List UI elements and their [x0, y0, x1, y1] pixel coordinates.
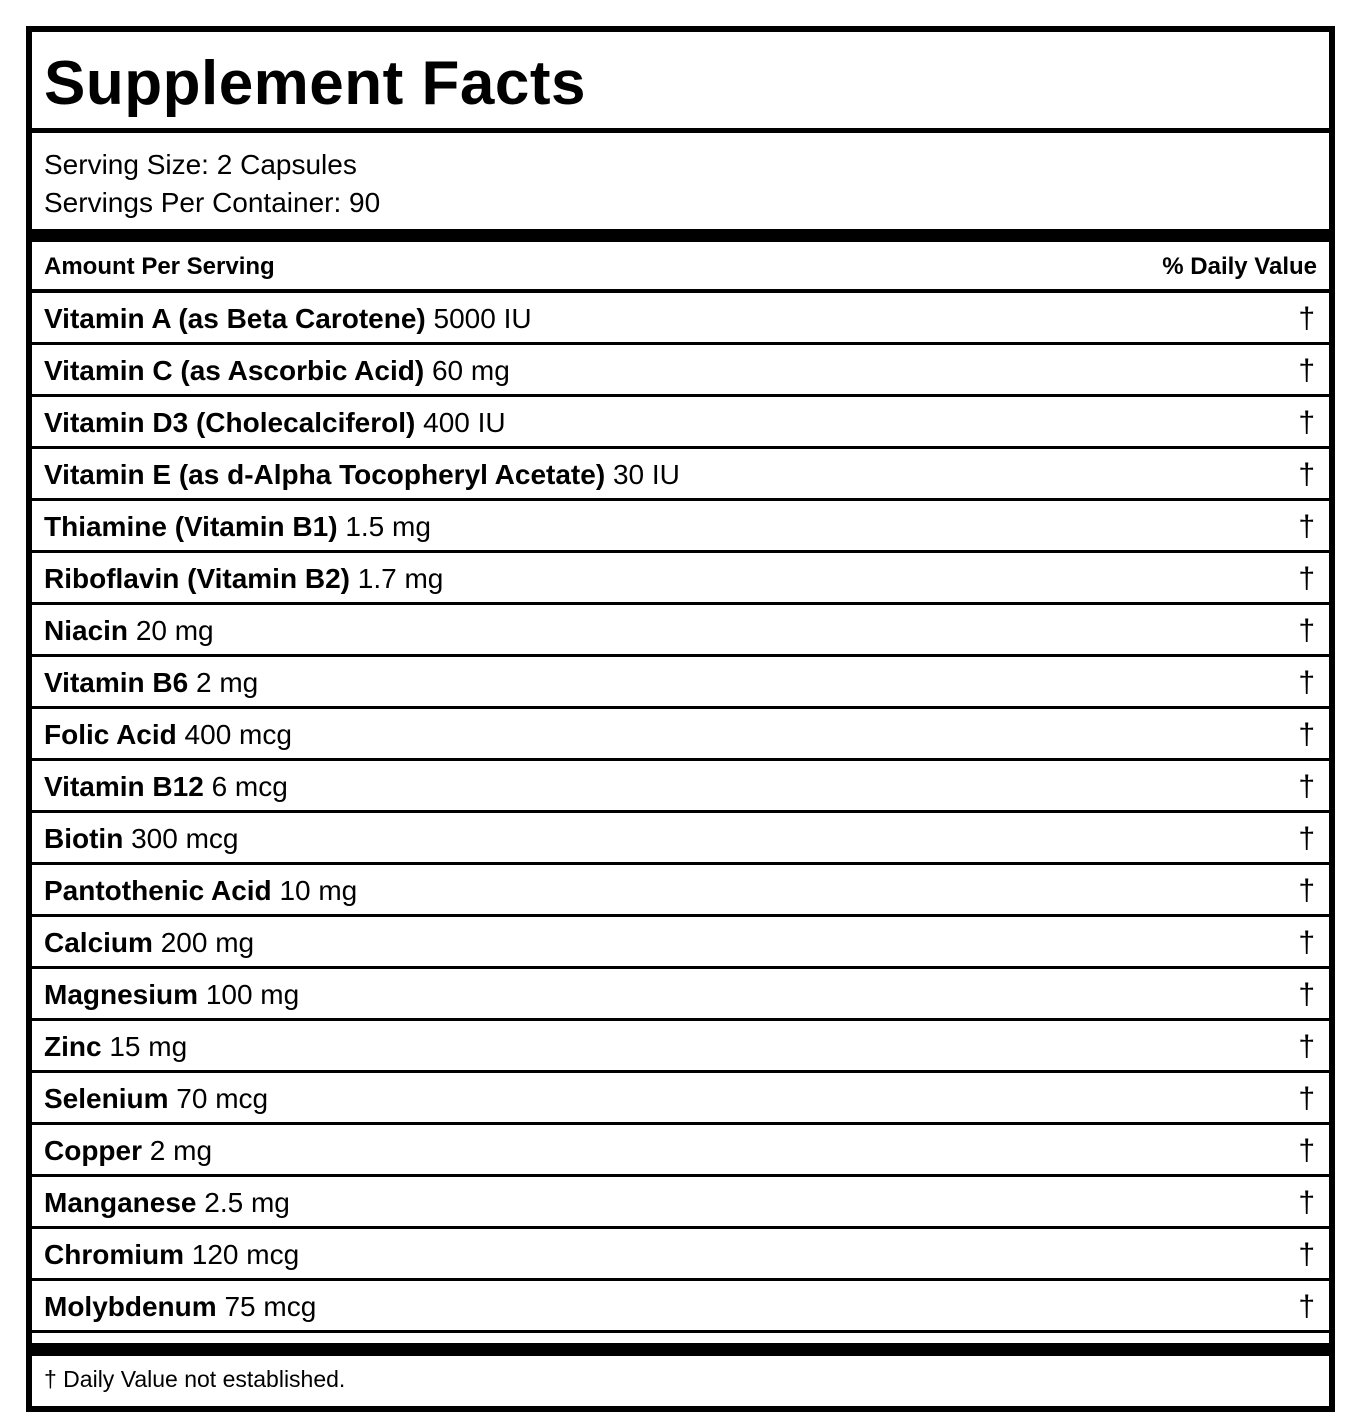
nutrient-entry [44, 657, 258, 709]
nutrient-amount: 20 mg [135, 615, 214, 646]
nutrient-row [32, 553, 1329, 605]
nutrient-row [32, 657, 1329, 709]
nutrient-entry [44, 1177, 290, 1229]
nutrient-name: Folic Acid [44, 719, 177, 750]
nutrient-name: Vitamin B12 [44, 771, 204, 802]
nutrient-row [32, 969, 1329, 1021]
daily-value-dagger: † [1298, 770, 1315, 803]
servings-per-container: Servings Per Container: 90 [44, 187, 381, 218]
nutrient-amount: 10 mg [279, 875, 358, 906]
nutrient-name: Vitamin D3 (Cholecalciferol) [44, 407, 416, 438]
nutrient-name: Biotin [44, 823, 124, 854]
nutrient-amount: 400 IU [423, 407, 506, 438]
nutrient-row [32, 1281, 1329, 1333]
nutrient-row [32, 1177, 1329, 1229]
nutrient-name: Vitamin A (as Beta Carotene) [44, 303, 426, 334]
nutrient-name: Pantothenic Acid [44, 875, 272, 906]
nutrient-entry [44, 761, 288, 813]
nutrient-name: Thiamine (Vitamin B1) [44, 511, 338, 542]
daily-value-dagger: † [1298, 666, 1315, 699]
nutrient-amount: 2 mg [195, 667, 259, 698]
nutrient-amount: 15 mg [109, 1031, 188, 1062]
daily-value-heading: % Daily Value [1162, 253, 1317, 280]
nutrient-entry [44, 605, 214, 657]
nutrient-name: Vitamin E (as d-Alpha Tocopheryl Acetate) [44, 459, 606, 490]
column-header [44, 242, 1317, 292]
nutrient-amount: 6 mcg [211, 771, 288, 802]
nutrient-name: Chromium [44, 1239, 184, 1270]
serving-size: Serving Size: 2 Capsules [44, 149, 357, 180]
nutrient-row [32, 1125, 1329, 1177]
nutrient-row [32, 1073, 1329, 1125]
nutrient-amount: 30 IU [612, 459, 680, 490]
nutrient-amount: 100 mg [205, 979, 300, 1010]
amount-per-serving-heading: Amount Per Serving [44, 253, 275, 280]
nutrient-name: Calcium [44, 927, 153, 958]
daily-value-dagger: † [1298, 354, 1315, 387]
daily-value-dagger: † [1298, 1186, 1315, 1219]
serving-info [44, 146, 380, 222]
nutrient-row [32, 709, 1329, 761]
nutrient-name: Magnesium [44, 979, 199, 1010]
nutrient-entry [44, 1229, 299, 1281]
nutrient-entry [44, 709, 292, 761]
nutrient-amount: 2.5 mg [204, 1187, 290, 1218]
daily-value-dagger: † [1298, 302, 1315, 335]
nutrient-entry [44, 397, 506, 449]
nutrient-name: Copper [44, 1135, 142, 1166]
daily-value-dagger: † [1298, 1082, 1315, 1115]
nutrient-name: Niacin [44, 615, 129, 646]
nutrient-amount: 300 mcg [131, 823, 239, 854]
nutrient-amount: 1.5 mg [345, 511, 431, 542]
nutrient-row [32, 605, 1329, 657]
nutrient-amount: 60 mg [431, 355, 510, 386]
thick-divider-top [32, 229, 1329, 242]
nutrient-row [32, 397, 1329, 449]
daily-value-dagger: † [1298, 718, 1315, 751]
daily-value-dagger: † [1298, 406, 1315, 439]
nutrient-entry [44, 969, 299, 1021]
nutrient-row [32, 917, 1329, 969]
daily-value-dagger: † [1298, 458, 1315, 491]
daily-value-dagger: † [1298, 1238, 1315, 1271]
daily-value-dagger: † [1298, 926, 1315, 959]
nutrient-amount: 120 mcg [191, 1239, 300, 1270]
nutrient-name: Zinc [44, 1031, 102, 1062]
nutrient-amount: 2 mg [149, 1135, 213, 1166]
nutrient-row [32, 1021, 1329, 1073]
daily-value-dagger: † [1298, 822, 1315, 855]
nutrient-name: Selenium [44, 1083, 169, 1114]
nutrient-amount: 1.7 mg [357, 563, 444, 594]
nutrient-entry [44, 865, 357, 917]
thick-divider-bottom [32, 1343, 1329, 1356]
nutrient-name: Vitamin C (as Ascorbic Acid) [44, 355, 425, 386]
daily-value-dagger: † [1298, 562, 1315, 595]
nutrient-entry [44, 449, 680, 501]
daily-value-dagger: † [1298, 1134, 1315, 1167]
title-divider [32, 128, 1329, 133]
panel-title: Supplement Facts [44, 49, 586, 118]
nutrient-row [32, 293, 1329, 345]
nutrient-entry [44, 813, 239, 865]
nutrient-entry [44, 1073, 268, 1125]
nutrient-entry [44, 501, 431, 553]
daily-value-dagger: † [1298, 978, 1315, 1011]
nutrient-name: Riboflavin (Vitamin B2) [44, 563, 350, 594]
nutrient-row [32, 813, 1329, 865]
nutrient-amount: 70 mcg [176, 1083, 269, 1114]
nutrient-entry [44, 293, 532, 345]
supplement-facts-panel [26, 26, 1335, 1412]
daily-value-dagger: † [1298, 1030, 1315, 1063]
daily-value-dagger: † [1298, 1290, 1315, 1323]
nutrient-amount: 400 mcg [184, 719, 292, 750]
nutrient-name: Molybdenum [44, 1291, 217, 1322]
nutrient-row [32, 865, 1329, 917]
nutrient-entry [44, 1125, 212, 1177]
nutrient-row [32, 449, 1329, 501]
nutrient-row [32, 501, 1329, 553]
nutrient-entry [44, 1281, 316, 1333]
nutrient-entry [44, 553, 443, 605]
daily-value-dagger: † [1298, 510, 1315, 543]
nutrient-amount: 5000 IU [433, 303, 532, 334]
nutrient-entry [44, 345, 510, 397]
nutrient-entry [44, 917, 254, 969]
nutrient-name: Manganese [44, 1187, 197, 1218]
daily-value-dagger: † [1298, 614, 1315, 647]
footnote: † Daily Value not established. [44, 1366, 346, 1392]
nutrient-name: Vitamin B6 [44, 667, 189, 698]
nutrient-row [32, 1229, 1329, 1281]
nutrient-amount: 200 mg [160, 927, 255, 958]
daily-value-dagger: † [1298, 874, 1315, 907]
nutrient-amount: 75 mcg [224, 1291, 317, 1322]
nutrient-list [32, 293, 1329, 1333]
nutrient-row [32, 761, 1329, 813]
nutrient-entry [44, 1021, 187, 1073]
nutrient-row [32, 345, 1329, 397]
